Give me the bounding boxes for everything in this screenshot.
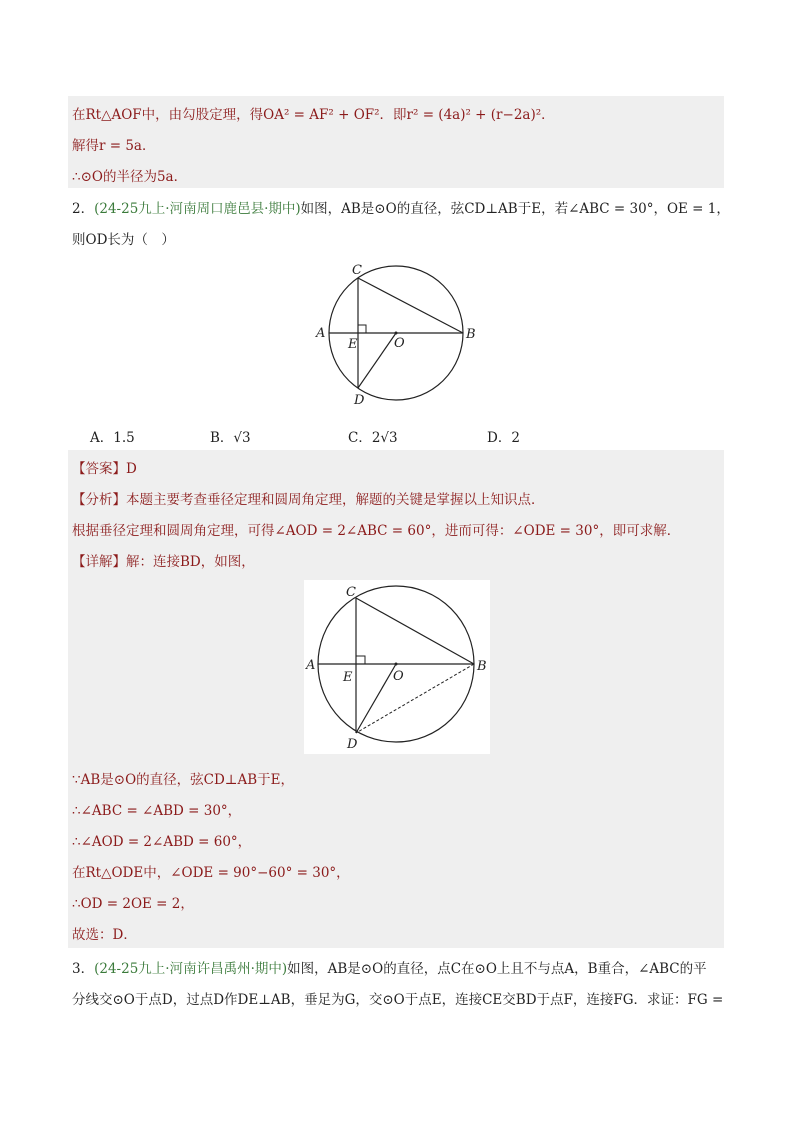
option-c[interactable] bbox=[348, 426, 398, 446]
option-key: D． bbox=[487, 430, 512, 446]
option-text: 2√3 bbox=[371, 430, 398, 446]
step-1: ∵AB是⊙O的直径，弦CD⊥AB于E， bbox=[72, 772, 295, 788]
label-o: O bbox=[394, 336, 405, 351]
label-e: E bbox=[343, 670, 353, 685]
center-dot bbox=[395, 663, 398, 666]
analysis-text: 本题主要考查垂径定理和圆周角定理，解题的关键是掌握以上知识点． bbox=[126, 492, 545, 508]
label-e: E bbox=[348, 337, 358, 352]
question-source: (24-25九上·河南许昌禹州·期中) bbox=[94, 961, 288, 977]
solution-figure bbox=[304, 580, 490, 754]
step-4: 在Rt△ODE中，∠ODE = 90°−60° = 30°， bbox=[72, 865, 350, 881]
question-text: 如图，AB是⊙O的直径，点C在⊙O上且不与点A，B重合，∠ABC的平 bbox=[287, 961, 707, 977]
prev-solution-line-1: 在Rt△AOF中，由勾股定理，得OA² = AF² + OF²．即r² = (4a)² + (r−2a)²． bbox=[72, 107, 555, 123]
answer-line bbox=[72, 457, 137, 477]
answer-value: D bbox=[126, 461, 137, 477]
step-3: ∴∠AOD = 2∠ABD = 60°， bbox=[72, 834, 252, 850]
label-c: C bbox=[352, 263, 362, 278]
label-b: B bbox=[477, 659, 487, 674]
option-text: 1.5 bbox=[113, 430, 135, 446]
prev-solution-line-2: 解得r = 5a． bbox=[72, 138, 156, 154]
detail-tag: 【详解】 bbox=[72, 554, 126, 570]
option-d[interactable] bbox=[487, 426, 520, 446]
label-d: D bbox=[347, 737, 358, 752]
right-angle-mark bbox=[358, 325, 366, 333]
option-key: C． bbox=[348, 430, 372, 446]
detail-text: 解：连接BD，如图， bbox=[126, 554, 255, 570]
option-b[interactable] bbox=[210, 426, 251, 446]
label-c: C bbox=[346, 585, 356, 600]
label-a: A bbox=[306, 658, 316, 673]
question-3-stem bbox=[72, 957, 707, 977]
option-text: 2 bbox=[511, 430, 520, 446]
center-dot bbox=[395, 332, 398, 335]
answer-tag: 【答案】 bbox=[72, 461, 126, 477]
detail-line bbox=[72, 550, 255, 570]
question-2-stem bbox=[72, 197, 730, 217]
segment-cb bbox=[358, 278, 463, 333]
analysis-line-1 bbox=[72, 488, 545, 508]
prev-solution-line-3: ∴⊙O的半径为5a． bbox=[72, 169, 188, 185]
question-text: 如图，AB是⊙O的直径，弦CD⊥AB于E，若∠ABC = 30°，OE = 1， bbox=[300, 201, 730, 217]
step-2: ∴∠ABC = ∠ABD = 30°， bbox=[72, 803, 242, 819]
question-3-stem-cont: 分线交⊙O于点D，过点D作DE⊥AB，垂足为G，交⊙O于点E，连接CE交BD于点F，连接FG．求证：FG = bbox=[72, 992, 724, 1008]
analysis-line-2: 根据垂径定理和圆周角定理，可得∠AOD = 2∠ABC = 60°，进而可得：∠ODE = 30°，即可求解． bbox=[72, 523, 681, 539]
question-number: 2． bbox=[72, 201, 95, 217]
label-b: B bbox=[466, 327, 476, 342]
step-5: ∴OD = 2OE = 2， bbox=[72, 896, 194, 912]
step-6: 故选：D． bbox=[72, 927, 137, 943]
label-d: D bbox=[354, 393, 365, 408]
question-number: 3． bbox=[72, 961, 95, 977]
option-a[interactable] bbox=[90, 426, 135, 446]
analysis-tag: 【分析】 bbox=[72, 492, 126, 508]
label-o: O bbox=[393, 669, 404, 684]
option-key: A． bbox=[90, 430, 114, 446]
segment-od bbox=[358, 333, 396, 388]
label-a: A bbox=[316, 326, 326, 341]
question-2-figure bbox=[312, 258, 482, 410]
option-key: B． bbox=[210, 430, 234, 446]
option-text: √3 bbox=[233, 430, 251, 446]
question-source: (24-25九上·河南周口鹿邑县·期中) bbox=[94, 201, 301, 217]
question-2-stem-cont: 则OD长为（ ） bbox=[72, 232, 175, 248]
